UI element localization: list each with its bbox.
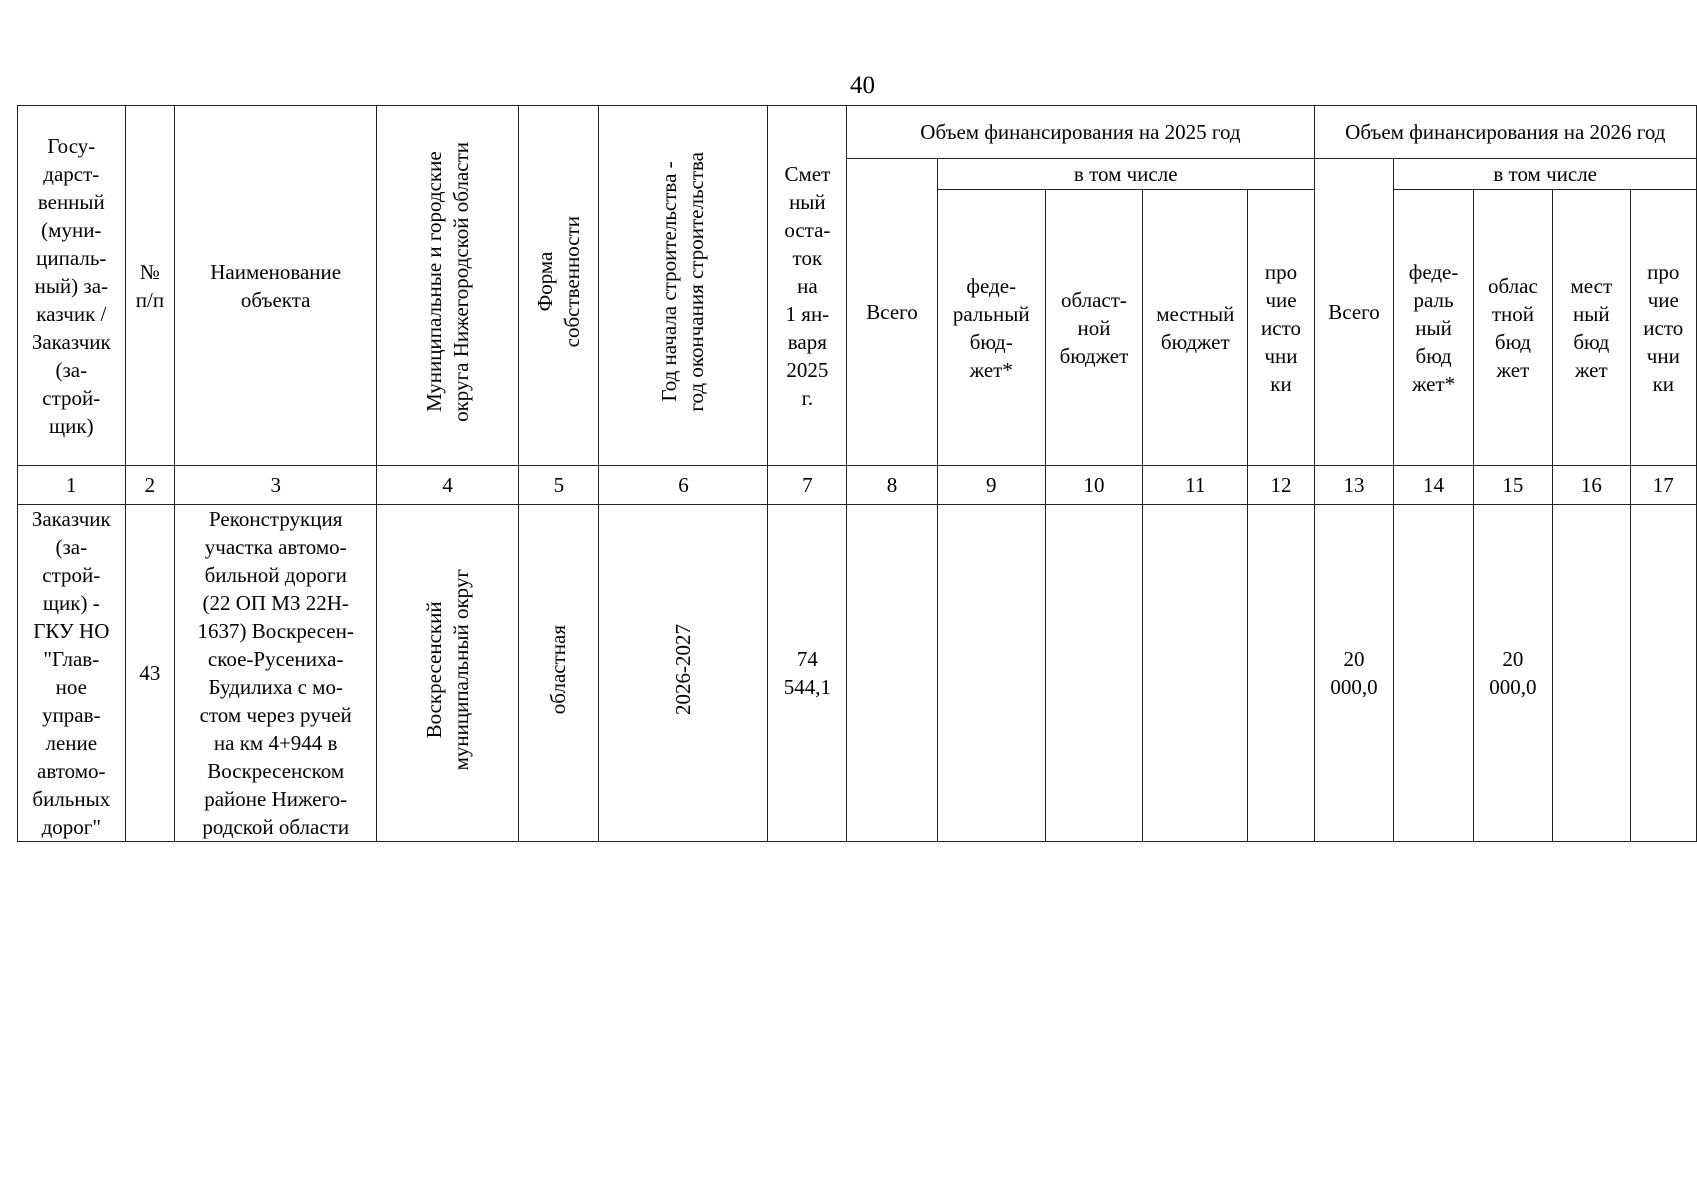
- column-number: 2: [125, 466, 175, 505]
- cell-local-2026: [1553, 505, 1631, 842]
- header-financing-2026: Объем финансирования на 2026 год: [1314, 106, 1696, 159]
- column-number: 13: [1314, 466, 1394, 505]
- header-total-2026: Всего: [1314, 159, 1394, 466]
- cell-estimate: 74 544,1: [768, 505, 847, 842]
- header-municipality: Муниципальные и городские округа Нижегородской области: [377, 106, 519, 466]
- header-ownership: Форма собственности: [519, 106, 599, 466]
- header-local-2025: местный бюджет: [1143, 190, 1248, 466]
- header-regional-2025: област- ной бюджет: [1045, 190, 1143, 466]
- header-including-2026: в том числе: [1394, 159, 1697, 190]
- column-number: 7: [768, 466, 847, 505]
- column-number: 12: [1248, 466, 1314, 505]
- cell-local-2025: [1143, 505, 1248, 842]
- header-row-1: [18, 106, 1697, 159]
- cell-other-2025: [1248, 505, 1314, 842]
- column-number: 14: [1394, 466, 1473, 505]
- cell-number: 43: [125, 505, 175, 842]
- cell-total-2025: [847, 505, 938, 842]
- header-customer: Госу- дарст- венный (муни- ципаль- ный) за- казчик / Заказчик (за- строй- щик): [18, 106, 126, 466]
- column-number: 5: [519, 466, 599, 505]
- header-local-2026: мест ный бюд жет: [1553, 190, 1631, 466]
- cell-federal-2025: [937, 505, 1045, 842]
- header-federal-2025: феде- ральный бюд- жет*: [937, 190, 1045, 466]
- column-number: 9: [937, 466, 1045, 505]
- cell-object-name: Реконструкция участка автомо- бильной дороги (22 ОП МЗ 22Н- 1637) Воскресен- ское-Русениха- Будилиха с мо- стом через ручей на км 4+944 в Воскресенском районе Нижего- родской области: [175, 505, 377, 842]
- column-number: 16: [1553, 466, 1631, 505]
- header-total-2025: Всего: [847, 159, 938, 466]
- cell-regional-2025: [1045, 505, 1143, 842]
- cell-ownership: областная: [519, 505, 599, 842]
- table-row: [18, 505, 1697, 842]
- column-number: 3: [175, 466, 377, 505]
- header-object-name: Наименование объекта: [175, 106, 377, 466]
- cell-years: 2026-2027: [599, 505, 768, 842]
- column-number: 6: [599, 466, 768, 505]
- cell-municipality: Воскресенский муниципальный округ: [377, 505, 519, 842]
- column-number: 8: [847, 466, 938, 505]
- page-number: 40: [850, 72, 875, 99]
- header-regional-2026: облас тной бюд жет: [1473, 190, 1552, 466]
- column-number: 15: [1473, 466, 1552, 505]
- cell-customer: Заказчик (за- строй- щик) - ГКУ НО "Глав- ное управ- ление автомо- бильных дорог": [18, 505, 126, 842]
- cell-regional-2026: 20 000,0: [1473, 505, 1552, 842]
- header-estimate: Смет ный оста- ток на 1 ян- варя 2025 г.: [768, 106, 847, 466]
- header-other-2026: про чие исто чни ки: [1630, 190, 1696, 466]
- financing-table: [17, 105, 1697, 842]
- header-other-2025: про чие исто чни ки: [1248, 190, 1314, 466]
- header-including-2025: в том числе: [937, 159, 1314, 190]
- header-financing-2025: Объем финансирования на 2025 год: [847, 106, 1314, 159]
- header-number: № п/п: [125, 106, 175, 466]
- column-number: 10: [1045, 466, 1143, 505]
- column-number: 11: [1143, 466, 1248, 505]
- column-number: 17: [1630, 466, 1696, 505]
- column-number: 1: [18, 466, 126, 505]
- cell-federal-2026: [1394, 505, 1473, 842]
- header-federal-2026: феде- раль ный бюд жет*: [1394, 190, 1473, 466]
- header-years: Год начала строительства - год окончания строительства: [599, 106, 768, 466]
- cell-total-2026: 20 000,0: [1314, 505, 1394, 842]
- column-number: 4: [377, 466, 519, 505]
- cell-other-2026: [1630, 505, 1696, 842]
- column-number-row: [18, 466, 1697, 505]
